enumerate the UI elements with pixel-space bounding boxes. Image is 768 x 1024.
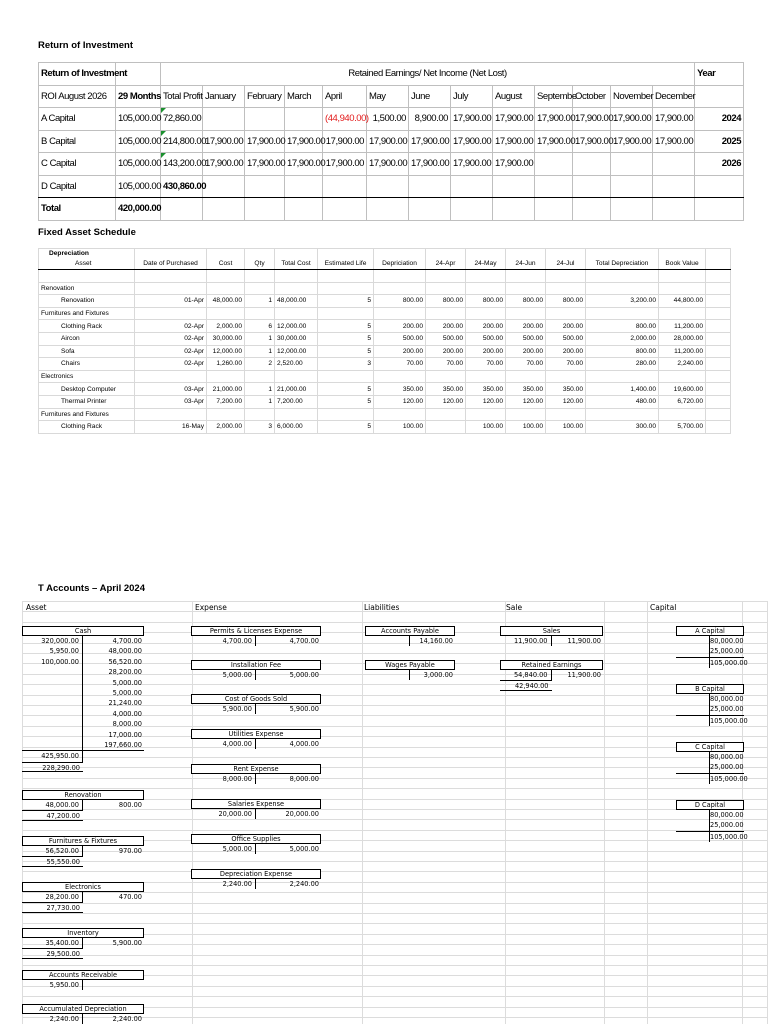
- t-account-name: Furnitures & Fixtures: [22, 836, 144, 846]
- t-total: 105,000.00: [710, 774, 748, 783]
- t-credit: 17,000.00: [108, 730, 142, 739]
- grid-line: [647, 601, 648, 1024]
- grid-line: [22, 913, 768, 914]
- asset-group-name: Furnitures and Fixtures: [39, 307, 135, 320]
- t-credit: 197,660.00: [104, 740, 142, 749]
- asset-month-dep: 200.00: [546, 320, 586, 333]
- t-credit: 80,000.00: [710, 811, 744, 819]
- t-account: [191, 694, 321, 714]
- t-debit: 5,000.00: [222, 671, 252, 679]
- t-total: [676, 832, 709, 842]
- asset-qty: 1: [245, 383, 275, 396]
- asset-total-depreciation: 300.00: [586, 421, 659, 434]
- t-total: 105,000.00: [710, 716, 748, 725]
- t-debit: 5,900.00: [222, 705, 252, 713]
- t-balance: 47,200.00: [22, 810, 83, 820]
- t-account-name: Cash: [22, 626, 144, 636]
- asset-cost: 48,000.00: [207, 295, 245, 308]
- t-balance: 228,290.00: [22, 762, 83, 772]
- asset-life: 5: [318, 395, 374, 408]
- t-debit: 2,240.00: [222, 880, 252, 888]
- t-debit: 11,900.00: [513, 637, 548, 645]
- t-credit: 80,000.00: [710, 637, 744, 645]
- t-debit: 100,000.00: [41, 657, 79, 666]
- asset-cost: 1,260.00: [207, 358, 245, 371]
- asset-name: Clothing Rack: [39, 421, 135, 434]
- asset-depreciation: 350.00: [374, 383, 426, 396]
- asset-month-dep: 100.00: [506, 421, 546, 434]
- asset-month-dep: 800.00: [466, 295, 506, 308]
- t-account-name: Office Supplies: [191, 834, 321, 844]
- depreciation-spacer-row: [39, 270, 731, 283]
- asset-month-dep: 500.00: [426, 332, 466, 345]
- t-debit: 48,000.00: [45, 801, 79, 809]
- asset-total-depreciation: 2,000.00: [586, 332, 659, 345]
- roi-title: Return of Investment: [38, 40, 134, 51]
- t-total: 105,000.00: [710, 658, 748, 667]
- asset-depreciation: 70.00: [374, 358, 426, 371]
- asset-total-depreciation: 280.00: [586, 358, 659, 371]
- t-credit: 25,000.00: [710, 763, 744, 772]
- asset-total-cost: 30,000.00: [275, 332, 318, 345]
- t-credit: 56,520.00: [108, 657, 142, 666]
- t-account-name: Depreciation Expense: [191, 869, 321, 879]
- t-account-name: Wages Payable: [365, 660, 455, 670]
- t-account: [191, 660, 321, 680]
- asset-total-cost: 48,000.00: [275, 295, 318, 308]
- t-credit: 80,000.00: [710, 695, 744, 703]
- t-credit: 20,000.00: [285, 810, 319, 818]
- t-account: [22, 836, 144, 867]
- t-credit: 5,900.00: [289, 705, 319, 713]
- t-account-name: Accumulated Depreciation: [22, 1004, 144, 1014]
- asset-depreciation: 100.00: [374, 421, 426, 434]
- grid-line: [22, 996, 768, 997]
- t-account: [500, 626, 603, 646]
- asset-month-dep: 200.00: [466, 345, 506, 358]
- asset-depreciation: 200.00: [374, 345, 426, 358]
- fixed-asset-title: Fixed Asset Schedule: [38, 227, 136, 238]
- asset-book-value: 5,700.00: [659, 421, 706, 434]
- t-account: [676, 684, 748, 726]
- t-debit: 2,240.00: [49, 1015, 79, 1023]
- col-expense: Expense: [195, 603, 227, 612]
- roi-header-year: Year: [695, 63, 744, 86]
- asset-life: 5: [318, 383, 374, 396]
- asset-book-value: 6,720.00: [659, 395, 706, 408]
- roi-subheader-row: ROI August 2026 29 Months Total Profit January February March April May June July August Septembe October November December: [39, 85, 744, 108]
- t-credit: 14,160.00: [419, 637, 453, 645]
- asset-total-depreciation: 1,400.00: [586, 383, 659, 396]
- t-debit: 320,000.00: [41, 637, 79, 645]
- asset-qty: 3: [245, 421, 275, 434]
- asset-life: 5: [318, 345, 374, 358]
- t-credit: 970.00: [118, 847, 142, 855]
- t-account-name: Installation Fee: [191, 660, 321, 670]
- depreciation-header-top: Depreciation: [49, 250, 89, 257]
- col-capital: Capital: [650, 603, 677, 612]
- asset-depreciation: 500.00: [374, 332, 426, 345]
- asset-date: 02-Apr: [135, 358, 207, 371]
- grid-line: [22, 965, 768, 966]
- t-total: [676, 774, 709, 784]
- depreciation-table: [38, 248, 731, 434]
- asset-month-dep: 500.00: [506, 332, 546, 345]
- t-total: 105,000.00: [710, 832, 748, 841]
- t-credit: 470.00: [118, 893, 142, 901]
- col-liabilities: Liabilities: [364, 603, 400, 612]
- t-credit: 3,000.00: [423, 671, 453, 679]
- grid-line: [362, 601, 363, 1024]
- t-debit: 54,840.00: [513, 671, 548, 679]
- asset-book-value: 11,200.00: [659, 320, 706, 333]
- grid-line: [22, 830, 768, 831]
- roi-header-label: Return of Investment: [39, 63, 116, 86]
- t-account-name: Renovation: [22, 790, 144, 800]
- t-account-name: Accounts Receivable: [22, 970, 144, 980]
- t-account: [365, 626, 455, 646]
- t-account-name: Rent Expense: [191, 764, 321, 774]
- asset-date: 02-Apr: [135, 332, 207, 345]
- asset-month-dep: [426, 421, 466, 434]
- asset-month-dep: 800.00: [506, 295, 546, 308]
- asset-month-dep: 70.00: [426, 358, 466, 371]
- asset-month-dep: 200.00: [466, 320, 506, 333]
- asset-month-dep: 70.00: [506, 358, 546, 371]
- t-account: [191, 834, 321, 854]
- asset-name: Clothing Rack: [39, 320, 135, 333]
- grid-line: [22, 923, 768, 924]
- t-account: [22, 970, 144, 990]
- t-account: [500, 660, 603, 691]
- t-account: [676, 742, 748, 784]
- col-asset: Asset: [26, 603, 47, 612]
- t-debit: 28,200.00: [45, 893, 79, 901]
- asset-life: 5: [318, 332, 374, 345]
- asset-cost: 2,000.00: [207, 421, 245, 434]
- asset-name: Desktop Computer: [39, 383, 135, 396]
- asset-depreciation: 800.00: [374, 295, 426, 308]
- asset-month-dep: 200.00: [506, 320, 546, 333]
- t-account-name: Sales: [500, 626, 603, 636]
- asset-total-cost: 12,000.00: [275, 345, 318, 358]
- asset-total-cost: 12,000.00: [275, 320, 318, 333]
- asset-book-value: 44,800.00: [659, 295, 706, 308]
- t-credit: 11,900.00: [567, 637, 601, 645]
- asset-cost: 2,000.00: [207, 320, 245, 333]
- asset-row: [39, 383, 731, 396]
- t-credit: 25,000.00: [710, 705, 744, 714]
- asset-group-name: Renovation: [39, 282, 135, 295]
- asset-row: [39, 320, 731, 333]
- t-credit: 28,200.00: [108, 668, 142, 677]
- t-credit: 5,000.00: [112, 678, 142, 687]
- asset-month-dep: 200.00: [426, 320, 466, 333]
- t-credit: 4,700.00: [289, 637, 319, 645]
- asset-name: Sofa: [39, 345, 135, 358]
- grid-line: [604, 601, 605, 1024]
- asset-month-dep: 800.00: [426, 295, 466, 308]
- t-debit: 8,000.00: [222, 775, 252, 783]
- t-account-name: Inventory: [22, 928, 144, 938]
- asset-month-dep: 120.00: [426, 395, 466, 408]
- t-account: [191, 626, 321, 646]
- asset-cost: 30,000.00: [207, 332, 245, 345]
- t-debit: 56,520.00: [45, 847, 79, 855]
- t-total: [83, 751, 144, 761]
- t-balance: 42,940.00: [500, 680, 552, 690]
- t-balance: 55,550.00: [22, 856, 83, 866]
- t-debit: 4,000.00: [222, 740, 252, 748]
- asset-cost: 12,000.00: [207, 345, 245, 358]
- asset-life: 5: [318, 320, 374, 333]
- t-debit: 5,000.00: [222, 845, 252, 853]
- asset-total-depreciation: 800.00: [586, 320, 659, 333]
- t-account-name: Accounts Payable: [365, 626, 455, 636]
- asset-date: 02-Apr: [135, 345, 207, 358]
- t-account-name: Cost of Goods Sold: [191, 694, 321, 704]
- t-credit: 2,240.00: [112, 1015, 142, 1023]
- asset-group-row: [39, 408, 731, 421]
- t-account: [191, 764, 321, 784]
- t-account: [676, 800, 748, 842]
- t-credit: 8,000.00: [289, 775, 319, 783]
- t-credit: 21,240.00: [108, 699, 142, 708]
- asset-cost: 7,200.00: [207, 395, 245, 408]
- t-account: [22, 626, 144, 772]
- asset-row: [39, 358, 731, 371]
- t-account: [191, 729, 321, 749]
- t-account: [676, 626, 748, 668]
- grid-line: [22, 778, 768, 779]
- t-credit: 800.00: [118, 801, 142, 809]
- roi-row: A Capital 105,000.00 72,860.00 (44,940.00) 1,500.00 8,900.00 17,900.00 17,900.00 17,900.00 17,900.00 17,900.00 17,900.00 2024: [39, 108, 744, 131]
- t-credit: 25,000.00: [710, 647, 744, 656]
- t-credit: 4,000.00: [289, 740, 319, 748]
- t-account: [22, 928, 144, 959]
- t-credit: 4,700.00: [112, 637, 142, 645]
- roi-total-row: Total 420,000.00: [39, 198, 744, 221]
- asset-name: Chairs: [39, 358, 135, 371]
- asset-group-name: Furnitures and Fixtures: [39, 408, 135, 421]
- t-debit: 20,000.00: [218, 810, 252, 818]
- asset-qty: 1: [245, 345, 275, 358]
- t-account-name: D Capital: [676, 800, 744, 810]
- asset-total-depreciation: 800.00: [586, 345, 659, 358]
- asset-row: [39, 295, 731, 308]
- asset-month-dep: 200.00: [506, 345, 546, 358]
- asset-date: 16-May: [135, 421, 207, 434]
- asset-qty: 1: [245, 332, 275, 345]
- grid-line: [22, 871, 768, 872]
- t-credit: 5,000.00: [112, 688, 142, 697]
- asset-total-cost: 2,520.00: [275, 358, 318, 371]
- t-credit: 25,000.00: [710, 821, 744, 830]
- asset-date: 03-Apr: [135, 395, 207, 408]
- asset-book-value: 2,240.00: [659, 358, 706, 371]
- t-account: [22, 790, 144, 821]
- t-debit: 4,700.00: [222, 637, 252, 645]
- t-account-name: Utilities Expense: [191, 729, 321, 739]
- asset-total-cost: 21,000.00: [275, 383, 318, 396]
- asset-qty: 1: [245, 295, 275, 308]
- asset-month-dep: 70.00: [466, 358, 506, 371]
- t-debit: 5,950.00: [49, 981, 79, 989]
- asset-group-row: [39, 307, 731, 320]
- t-credit: 4,000.00: [112, 709, 142, 718]
- t-account: [365, 660, 455, 680]
- roi-header-group: Retained Earnings/ Net Income (Net Lost): [161, 63, 695, 86]
- asset-month-dep: 70.00: [546, 358, 586, 371]
- asset-qty: 2: [245, 358, 275, 371]
- asset-name: Thermal Printer: [39, 395, 135, 408]
- t-total: [676, 716, 709, 726]
- asset-month-dep: 350.00: [466, 383, 506, 396]
- asset-month-dep: 350.00: [426, 383, 466, 396]
- asset-book-value: 11,200.00: [659, 345, 706, 358]
- t-account: [191, 799, 321, 819]
- asset-month-dep: 200.00: [426, 345, 466, 358]
- asset-total-cost: 6,000.00: [275, 421, 318, 434]
- t-account: [191, 869, 321, 889]
- roi-table: [38, 62, 744, 221]
- asset-row: [39, 395, 731, 408]
- t-credit: 5,900.00: [112, 939, 142, 947]
- asset-qty: 1: [245, 395, 275, 408]
- t-debit: 35,400.00: [45, 939, 79, 947]
- asset-date: 03-Apr: [135, 383, 207, 396]
- asset-qty: 6: [245, 320, 275, 333]
- asset-month-dep: 100.00: [466, 421, 506, 434]
- asset-month-dep: 120.00: [466, 395, 506, 408]
- t-account-name: A Capital: [676, 626, 744, 636]
- col-sale: Sale: [506, 603, 523, 612]
- t-account-name: Electronics: [22, 882, 144, 892]
- asset-total-cost: 7,200.00: [275, 395, 318, 408]
- asset-life: 5: [318, 295, 374, 308]
- asset-group-name: Electronics: [39, 370, 135, 383]
- asset-life: 5: [318, 421, 374, 434]
- asset-name: Aircon: [39, 332, 135, 345]
- t-credit: 48,000.00: [108, 647, 142, 656]
- asset-cost: 21,000.00: [207, 383, 245, 396]
- t-account: [22, 1004, 144, 1024]
- asset-depreciation: 120.00: [374, 395, 426, 408]
- asset-total-depreciation: 480.00: [586, 395, 659, 408]
- t-account-name: C Capital: [676, 742, 744, 752]
- asset-book-value: 19,600.00: [659, 383, 706, 396]
- asset-row: [39, 345, 731, 358]
- asset-month-dep: 500.00: [466, 332, 506, 345]
- t-account-name: Salaries Expense: [191, 799, 321, 809]
- asset-month-dep: 120.00: [546, 395, 586, 408]
- asset-book-value: 28,000.00: [659, 332, 706, 345]
- t-credit: 80,000.00: [710, 753, 744, 761]
- asset-name: Renovation: [39, 295, 135, 308]
- asset-date: 02-Apr: [135, 320, 207, 333]
- asset-life: 3: [318, 358, 374, 371]
- asset-month-dep: 120.00: [506, 395, 546, 408]
- grid-line: [22, 622, 768, 623]
- t-credit: 11,900.00: [567, 671, 601, 679]
- asset-month-dep: 350.00: [546, 383, 586, 396]
- asset-row: [39, 421, 731, 434]
- roi-row: C Capital 105,000.00 143,200.00 17,900.00 17,900.00 17,900.00 17,900.00 17,900.00 17,900.00 17,900.00 17,900.00 2026: [39, 153, 744, 176]
- t-credit: 2,240.00: [289, 880, 319, 888]
- asset-row: [39, 332, 731, 345]
- t-accounts-title: T Accounts – April 2024: [38, 583, 145, 594]
- asset-depreciation: 200.00: [374, 320, 426, 333]
- t-credit: 5,000.00: [289, 671, 319, 679]
- t-account-name: Permits & Licenses Expense: [191, 626, 321, 636]
- t-account-name: Retained Earnings: [500, 660, 603, 670]
- t-account-name: B Capital: [676, 684, 744, 694]
- asset-month-dep: 100.00: [546, 421, 586, 434]
- roi-row: B Capital 105,000.00 214,800.00 17,900.00 17,900.00 17,900.00 17,900.00 17,900.00 17,900.00 17,900.00 17,900.00 17,900.00 17,900.00 17,900.00 17,900.00 2025: [39, 130, 744, 153]
- t-total: [676, 658, 709, 668]
- t-credit: 8,000.00: [112, 720, 142, 729]
- t-total: 425,950.00: [41, 752, 79, 761]
- asset-month-dep: 800.00: [546, 295, 586, 308]
- t-credit: 5,000.00: [289, 845, 319, 853]
- asset-date: 01-Apr: [135, 295, 207, 308]
- asset-total-depreciation: 3,200.00: [586, 295, 659, 308]
- asset-group-row: [39, 282, 731, 295]
- asset-month-dep: 200.00: [546, 345, 586, 358]
- depreciation-header-row: Depreciation Asset Date of Purchased Cost Qty Total Cost Estimated Life Depriciation 24-Apr 24-May 24-Jun 24-Jul Total Depreciation Book Value: [39, 249, 731, 270]
- asset-month-dep: 500.00: [546, 332, 586, 345]
- t-debit: 5,950.00: [49, 647, 79, 656]
- grid-line: [22, 601, 768, 602]
- asset-month-dep: 350.00: [506, 383, 546, 396]
- t-account: [22, 882, 144, 913]
- asset-group-row: [39, 370, 731, 383]
- t-balance: 27,730.00: [22, 902, 83, 912]
- roi-row: D Capital 105,000.00 430,860.00: [39, 175, 744, 198]
- t-balance: 29,500.00: [22, 948, 83, 958]
